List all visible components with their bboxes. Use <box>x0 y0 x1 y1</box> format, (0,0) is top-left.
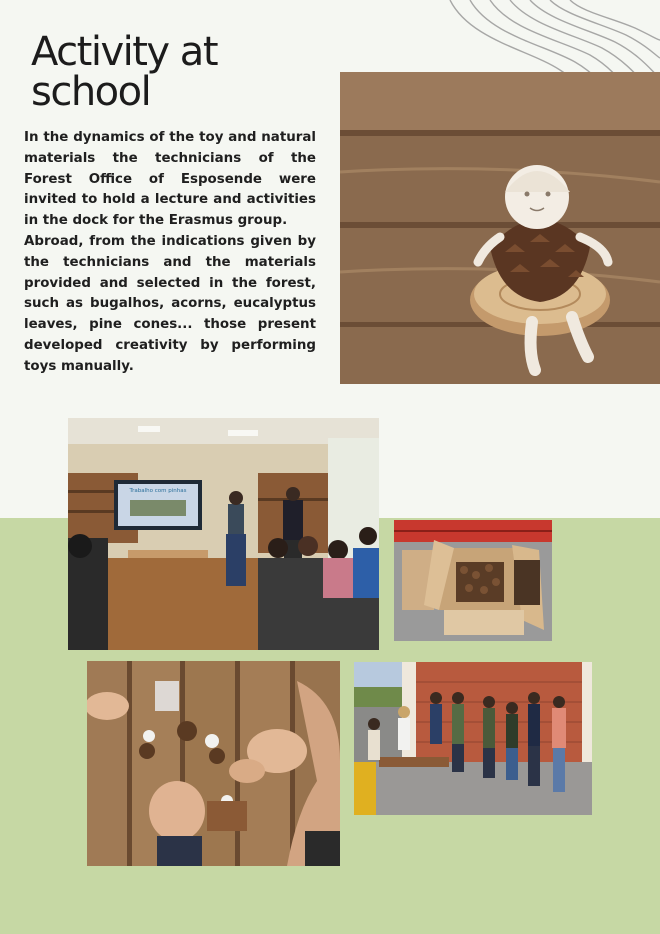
screen-caption: Trabalho com pinhas <box>129 488 187 494</box>
photo-classroom-lecture <box>68 418 379 650</box>
paragraph-2: Abroad, from the indications given by the technicians and the materials provided and selected in the forest, such as bugalhos, acorns, eucalyptus leaves, pine cones... those present developed creativity by performing toys manually. <box>24 233 316 374</box>
body-text <box>24 128 316 378</box>
photo-hands-crafting <box>87 661 340 866</box>
photo-pinecone-doll <box>340 72 660 384</box>
photo-pinecone-boxes <box>394 520 552 641</box>
paragraph-1: In the dynamics of the toy and natural materials the technicians of the Forest Office of Esposende were invited to hold a lecture and activities in the dock for the Erasmus group. <box>24 130 316 229</box>
page-title <box>31 29 217 115</box>
title-line-1: Activity at <box>31 29 217 75</box>
photo-group <box>354 662 592 815</box>
title-line-2: school <box>31 69 151 115</box>
